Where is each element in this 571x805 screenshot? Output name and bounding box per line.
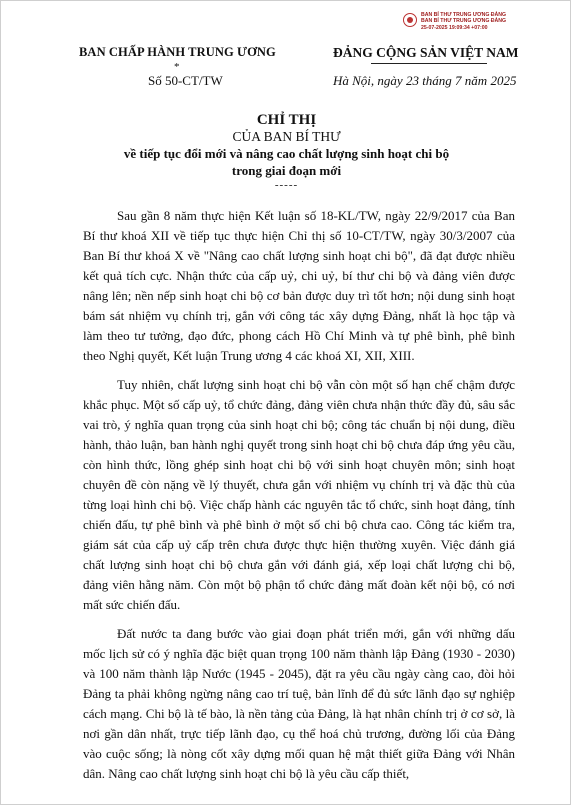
document-subject-line-1: về tiếp tục đổi mới và nâng cao chất lượng sinh hoạt chi bộ [123,146,450,161]
document-subject-line-2: trong giai đoạn mới [231,163,342,178]
stamp-line-1: BAN BÍ THƯ TRUNG ƯƠNG ĐẢNG [421,12,507,18]
body-paragraph-3: Đất nước ta đang bước vào giai đoạn phát triển mới, gắn với những dấu mốc lịch sử có ý nghĩa đặc biệt quan trọng 100 năm thành lập Đảng (1930 - 2030) và 100 năm thành lập Nước (1945 - 2045), đặt ra yêu cầu ngày càng cao, đòi hỏi Đảng ta phải không ngừng nâng cao trí tuệ, bản lĩnh để đủ sức lãnh đạo sự nghiệp cách mạng. Chi bộ là tế bào, là nền tảng của Đảng, là hạt nhân chính trị ở cơ sở, là nơi gần dân nhất, trực tiếp lãnh đạo, cụ thể hoá chủ trương, đường lối của Đảng vào cuộc sống; là nòng cốt xây dựng mối quan hệ mật thiết giữa Đảng với Nhân dân. Nâng cao chất lượng sinh hoạt chi bộ là yêu cầu cấp thiết, [83,626,515,781]
document-body [83,206,515,793]
document-kind: CHỈ THỊ [256,112,317,128]
header-star: * [174,61,180,73]
issuing-organization: BAN CHẤP HÀNH TRUNG ƯƠNG [79,45,276,59]
digital-signature-stamp [403,12,563,40]
title-separator: ----- [274,179,299,191]
stamp-line-3: 25-07-2025 19:09:34 +07:00 [421,24,488,31]
body-paragraph-1: Sau gần 8 năm thực hiện Kết luận số 18-KL/TW, ngày 22/9/2017 của Ban Bí thư khoá XII về tiếp tục thực hiện Chỉ thị số 10-CT/TW, ngày 30/3/2007 của Ban Bí thư khoá X về "Nâng cao chất lượng sinh hoạt chi bộ", đã đạt được nhiều kết quả tích cực. Nhận thức của cấp uỷ, chi uỷ, bí thư chi bộ và đảng viên được nâng lên; nền nếp sinh hoạt chi bộ cơ bản được duy trì tốt hơn; nội dung sinh hoạt bám sát nhiệm vụ chính trị, gắn với công tác xây dựng Đảng, nhất là học tập và làm theo tư tưởng, đạo đức, phong cách Hồ Chí Minh và tự phê bình, phê bình theo Nghị quyết, Kết luận Trung ương 4 các khoá XI, XII, XIII. [83,208,515,363]
party-underline [371,63,487,64]
stamp-line-2: BAN BÍ THƯ TRUNG ƯƠNG ĐẢNG [421,18,507,25]
signature-stamp-text [421,12,506,31]
issue-date: Hà Nội, ngày 23 tháng 7 năm 2025 [333,73,517,88]
party-name: ĐẢNG CỘNG SẢN VIỆT NAM [333,45,519,60]
body-paragraph-2: Tuy nhiên, chất lượng sinh hoạt chi bộ vẫn còn một số hạn chế chậm được khắc phục. Một số cấp uỷ, tổ chức đảng, đảng viên chưa nhận thức đầy đủ, sâu sắc vai trò, ý nghĩa quan trọng của sinh hoạt chi bộ; công tác chuẩn bị nội dung, điều hành, thảo luận, ban hành nghị quyết trong sinh hoạt chi bộ chưa đáp ứng yêu cầu, còn hình thức, lồng ghép sinh hoạt chi bộ với sinh hoạt chuyên môn; sinh hoạt chuyên đề còn nặng về lý thuyết, chưa gắn với nhiệm vụ chính trị và đặc thù của từng loại hình chi bộ. Việc chấp hành các nguyên tắc tổ chức, sinh hoạt đảng, tính chiến đấu, tự phê bình và phê bình ở một số chi bộ chưa cao. Công tác kiểm tra, giám sát của cấp uỷ cấp trên chưa được thực hiện thường xuyên. Việc đánh giá chất lượng sinh hoạt chi bộ chưa gắn với đánh giá, xếp loại chất lượng chi bộ, đảng viên hằng năm. Còn một bộ phận tổ chức đảng mất đoàn kết nội bộ, có nơi mất sức chiến đấu. [83,377,515,612]
document-number: Số 50-CT/TW [148,73,223,88]
document-issuer: CỦA BAN BÍ THƯ [232,129,341,144]
party-emblem-icon [403,13,417,27]
